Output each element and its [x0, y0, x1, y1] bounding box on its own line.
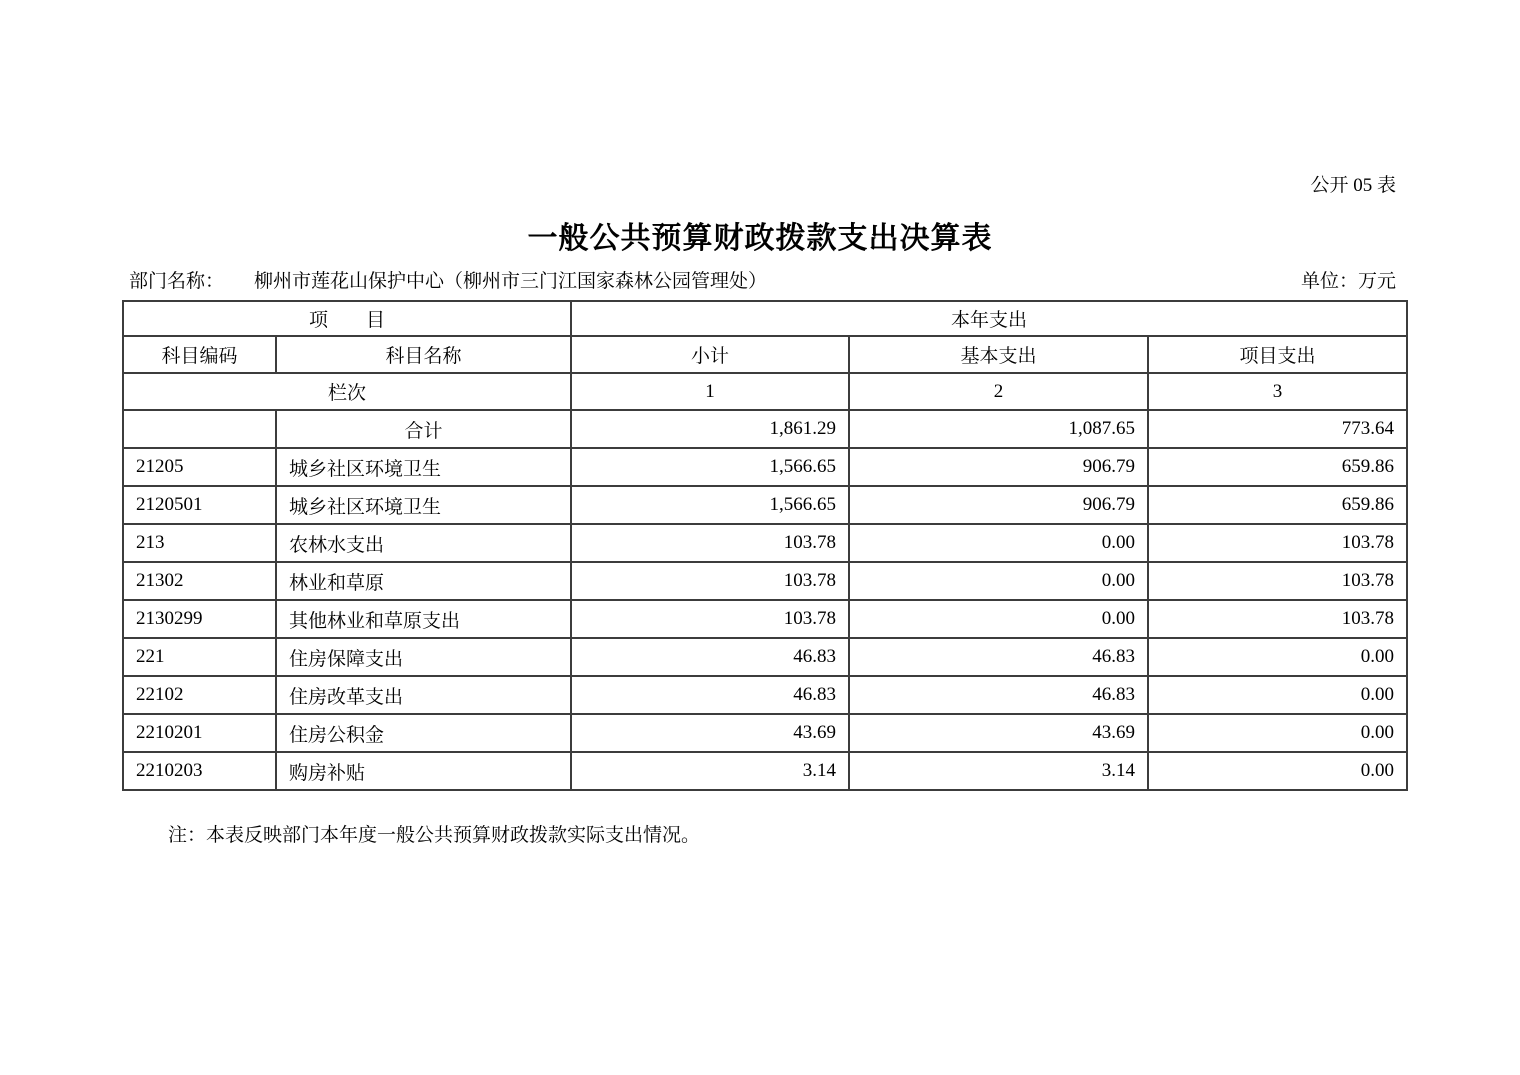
cell-subtotal: 103.78 — [571, 524, 849, 562]
table-row — [123, 448, 1407, 486]
table-row — [123, 676, 1407, 714]
cell-code: 213 — [123, 524, 276, 562]
cell-project: 0.00 — [1148, 638, 1407, 676]
cell-project: 659.86 — [1148, 448, 1407, 486]
department-name — [129, 266, 767, 293]
budget-expense-table — [122, 300, 1408, 791]
header-col-num-2: 2 — [849, 373, 1148, 410]
header-row-columns — [123, 336, 1407, 373]
cell-basic: 0.00 — [849, 600, 1148, 638]
cell-code: 2210201 — [123, 714, 276, 752]
cell-basic: 46.83 — [849, 676, 1148, 714]
cell-subtotal: 46.83 — [571, 638, 849, 676]
header-col-num-3: 3 — [1148, 373, 1407, 410]
cell-subtotal: 1,566.65 — [571, 448, 849, 486]
cell-project: 103.78 — [1148, 562, 1407, 600]
header-col-project: 项目支出 — [1148, 336, 1407, 373]
cell-project: 103.78 — [1148, 600, 1407, 638]
header-row-index — [123, 373, 1407, 410]
header-row-index-label: 栏次 — [123, 373, 571, 410]
cell-code: 221 — [123, 638, 276, 676]
cell-subtotal: 3.14 — [571, 752, 849, 790]
header-col-num-1: 1 — [571, 373, 849, 410]
cell-subtotal: 1,861.29 — [571, 410, 849, 448]
header-row-groups — [123, 301, 1407, 336]
header-col-basic: 基本支出 — [849, 336, 1148, 373]
cell-subtotal: 103.78 — [571, 600, 849, 638]
cell-code: 22102 — [123, 676, 276, 714]
header-col-name: 科目名称 — [276, 336, 571, 373]
table-row — [123, 714, 1407, 752]
cell-basic: 46.83 — [849, 638, 1148, 676]
table-row — [123, 600, 1407, 638]
doc-tag: 公开 05 表 — [1310, 175, 1396, 196]
cell-project: 0.00 — [1148, 676, 1407, 714]
department-label: 部门名称： — [129, 271, 225, 292]
header-col-code: 科目编码 — [123, 336, 276, 373]
cell-name: 农林水支出 — [276, 524, 571, 562]
table-row — [123, 752, 1407, 790]
cell-code: 2120501 — [123, 486, 276, 524]
cell-name: 住房改革支出 — [276, 676, 571, 714]
table-row — [123, 638, 1407, 676]
cell-project: 773.64 — [1148, 410, 1407, 448]
cell-project: 0.00 — [1148, 714, 1407, 752]
table-row — [123, 562, 1407, 600]
cell-name: 住房公积金 — [276, 714, 571, 752]
header-year-expense-group: 本年支出 — [571, 301, 1407, 336]
cell-basic: 1,087.65 — [849, 410, 1148, 448]
footnote: 注：本表反映部门本年度一般公共预算财政拨款实际支出情况。 — [168, 825, 701, 846]
cell-code: 21205 — [123, 448, 276, 486]
cell-project: 103.78 — [1148, 524, 1407, 562]
header-col-subtotal: 小计 — [571, 336, 849, 373]
cell-basic: 0.00 — [849, 524, 1148, 562]
cell-project: 0.00 — [1148, 752, 1407, 790]
cell-code: 2130299 — [123, 600, 276, 638]
cell-name: 林业和草原 — [276, 562, 571, 600]
cell-project: 659.86 — [1148, 486, 1407, 524]
cell-code: 21302 — [123, 562, 276, 600]
table-row — [123, 524, 1407, 562]
cell-name: 合计 — [276, 410, 571, 448]
cell-basic: 3.14 — [849, 752, 1148, 790]
table-row-total — [123, 410, 1407, 448]
cell-basic: 0.00 — [849, 562, 1148, 600]
cell-code — [123, 410, 276, 448]
page-title: 一般公共预算财政拨款支出决算表 — [527, 222, 993, 255]
department-value: 柳州市莲花山保护中心（柳州市三门江国家森林公园管理处） — [254, 271, 768, 292]
cell-name: 城乡社区环境卫生 — [276, 486, 571, 524]
cell-basic: 906.79 — [849, 448, 1148, 486]
cell-basic: 906.79 — [849, 486, 1148, 524]
header-item-group: 项 目 — [123, 301, 571, 336]
cell-subtotal: 43.69 — [571, 714, 849, 752]
cell-name: 住房保障支出 — [276, 638, 571, 676]
unit-label: 单位：万元 — [1300, 271, 1396, 292]
cell-basic: 43.69 — [849, 714, 1148, 752]
cell-code: 2210203 — [123, 752, 276, 790]
cell-subtotal: 1,566.65 — [571, 486, 849, 524]
table-row — [123, 486, 1407, 524]
cell-subtotal: 46.83 — [571, 676, 849, 714]
cell-name: 其他林业和草原支出 — [276, 600, 571, 638]
cell-name: 城乡社区环境卫生 — [276, 448, 571, 486]
cell-subtotal: 103.78 — [571, 562, 849, 600]
cell-name: 购房补贴 — [276, 752, 571, 790]
meta-row — [129, 266, 1396, 293]
